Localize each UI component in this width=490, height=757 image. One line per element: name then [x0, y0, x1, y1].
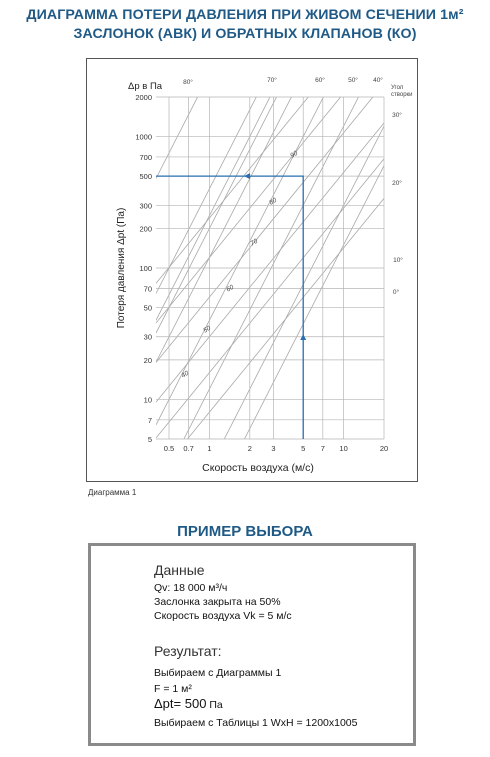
y-tick-label: 200	[139, 224, 152, 234]
x-tick-label: 7	[320, 444, 325, 453]
velocity-pressure-label: 70	[249, 237, 260, 248]
velocity-pressure-line	[156, 83, 384, 362]
y-tick-label: 30	[143, 332, 152, 342]
y-tick-label: 20	[143, 355, 152, 365]
y-tick-label: 300	[139, 201, 152, 211]
angle-curve	[156, 0, 384, 320]
result-line-table: Выбираем с Таблицы 1 WxH = 1200x1005	[154, 717, 358, 729]
x-tick-label: 1	[207, 444, 212, 453]
velocity-pressure-line	[156, 123, 384, 402]
angle-label: 20°	[392, 180, 402, 187]
angle-curve	[156, 0, 384, 178]
angle-label: 40°	[373, 77, 383, 84]
angle-label: 60°	[315, 77, 325, 84]
angle-label: 10°	[393, 257, 403, 264]
velocity-pressure-label: 50	[202, 324, 213, 335]
y-tick-label: 2000	[135, 93, 152, 102]
result-dp-unit: Па	[206, 699, 223, 711]
angle-curve	[156, 0, 384, 425]
example-title: ПРИМЕР ВЫБОРА	[177, 523, 313, 540]
result-dp-value: 500	[184, 696, 207, 711]
velocity-pressure-label: 60	[225, 283, 236, 294]
title-line-1: ДИАГРАММА ПОТЕРИ ДАВЛЕНИЯ ПРИ ЖИВОМ СЕЧЕНИИ 1м²	[26, 7, 464, 23]
y-tick-label: 7	[147, 415, 152, 425]
angle-label: 30°	[392, 112, 402, 119]
y-tick-label: 5	[147, 435, 152, 444]
x-tick-label: 5	[301, 444, 306, 453]
velocity-pressure-line	[156, 198, 384, 477]
y-tick-label: 1000	[135, 132, 152, 142]
y-tick-label: 50	[143, 303, 152, 313]
velocity-pressure-label: 40	[180, 369, 191, 380]
y-tick-label: 70	[143, 284, 152, 294]
data-line-velocity: Скорость воздуха Vk = 5 м/с	[154, 610, 292, 622]
velocity-pressure-label: 90	[289, 149, 300, 160]
result-line-pressure	[154, 696, 223, 711]
x-tick-label: 3	[271, 444, 276, 453]
angle-curve	[156, 0, 384, 333]
data-line-flow: Qv: 18 000 м³/ч	[154, 582, 228, 594]
y-tick-label: 700	[139, 152, 152, 162]
velocity-pressure-line	[156, 4, 384, 283]
angle-title: Угол	[391, 85, 404, 91]
y-axis-title: Потеря давления Δpt (Па)	[116, 207, 127, 329]
title-line-2: ЗАСЛОНОК (АВК) И ОБРАТНЫХ КЛАПАНОВ (КО)	[73, 26, 417, 42]
y-tick-label: 100	[139, 264, 152, 273]
angle-label: 0°	[392, 289, 400, 296]
velocity-pressure-label: 80	[268, 196, 279, 207]
x-tick-label: 0.5	[163, 444, 175, 453]
angle-title: створки	[391, 92, 413, 98]
y-unit-label: Δp в Па	[128, 81, 163, 92]
angle-label: 50°	[348, 77, 358, 84]
example-box	[88, 543, 416, 746]
x-axis-title: Скорость воздуха (м/с)	[202, 462, 314, 474]
angle-curve	[156, 0, 384, 293]
data-heading: Данные	[154, 562, 205, 578]
x-tick-label: 20	[379, 444, 389, 453]
angle-label: 80°	[183, 79, 193, 86]
data-line-damper: Заслонка закрыта на 50%	[154, 596, 281, 608]
result-heading: Результат:	[154, 643, 222, 659]
x-tick-label: 10	[339, 444, 348, 453]
result-line-diagram: Выбираем с Диаграммы 1	[154, 667, 282, 679]
result-line-area: F = 1 м²	[154, 683, 192, 695]
x-tick-label: 0.7	[183, 444, 194, 453]
diagram-caption: Диаграмма 1	[88, 488, 137, 497]
x-tick-label: 2	[247, 444, 252, 453]
angle-label: 70°	[267, 77, 277, 84]
y-tick-label: 500	[139, 172, 152, 182]
angle-curve	[156, 47, 384, 494]
result-dp-prefix: Δpt=	[154, 696, 185, 711]
y-tick-label: 10	[143, 395, 152, 405]
